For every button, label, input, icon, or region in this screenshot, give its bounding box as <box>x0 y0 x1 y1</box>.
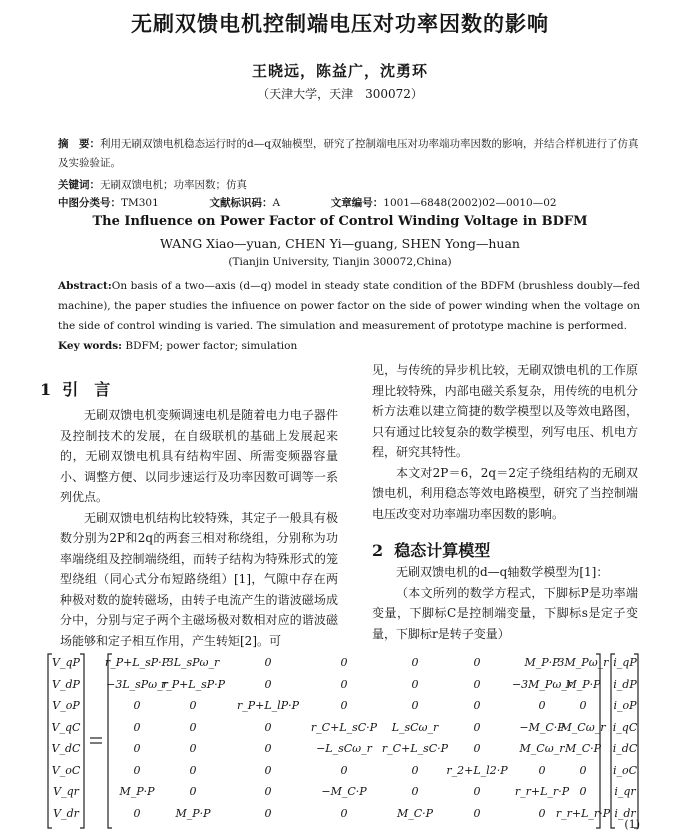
matrix-cell: 3L_sPω_r <box>166 656 220 669</box>
matrix-cell: M_C·P <box>564 742 602 755</box>
section-1-heading <box>40 377 110 400</box>
matrix-cell: 0 <box>264 806 272 820</box>
matrix-cell: M_C·P <box>396 806 434 820</box>
matrix-cell: 0 <box>473 699 481 712</box>
matrix-cell: M_P·P <box>119 785 155 798</box>
lhs-entry: V_qr <box>53 785 79 798</box>
abstract-text: 利用无刷双馈电机稳态运行时的d—q双轴模型，研究了控制端电压对功率端功率因数的影响，并结合样机进行了仿真及实验验证。 <box>58 138 639 169</box>
matrix-cell: 0 <box>473 677 481 691</box>
lhs-entry: V_oC <box>51 763 81 777</box>
matrix-cell: M_P·P <box>565 677 601 691</box>
matrix-cell: 0 <box>340 699 348 712</box>
abstract-label: 摘 要： <box>58 138 100 150</box>
matrix-cell: r_2+L_l2·P <box>446 763 508 777</box>
lhs-entry: V_qC <box>51 720 81 734</box>
classification-line <box>58 194 640 213</box>
matrix-cell: −M_C·P <box>519 720 565 734</box>
keywords-text: 无刷双馈电机；功率因数；仿真 <box>100 179 247 191</box>
right-paragraph-4: （本文所列的数学方程式，下脚标P是功率端变量，下脚标C是控制端变量，下脚标s是定子变量，下脚标r是转子变量） <box>372 585 638 641</box>
right-column-top <box>372 360 638 524</box>
rhs-entry: i_dr <box>614 806 636 820</box>
matrix-cell: 0 <box>264 785 272 798</box>
matrix-equation <box>30 652 640 832</box>
english-keywords <box>58 336 640 356</box>
matrix-cell: 0 <box>473 720 481 734</box>
english-title: The Influence on Power Factor of Control Winding Voltage in BDFM <box>92 214 588 229</box>
matrix-cell: 0 <box>340 763 348 777</box>
matrix-cell: 0 <box>133 699 141 712</box>
matrix-cell: 0 <box>340 677 348 691</box>
doc-code-label: 文献标识码： <box>209 197 273 209</box>
left-column <box>60 405 338 651</box>
section-2-number: 2 <box>372 541 384 560</box>
matrix-cell: M_Cω_r <box>560 720 606 734</box>
rhs-entry: i_qr <box>614 785 636 798</box>
matrix-cell: M_Cω_r <box>519 742 565 755</box>
matrix-cell: 0 <box>538 699 546 712</box>
matrix-cell: 0 <box>133 763 141 777</box>
right-column-bottom <box>372 562 638 644</box>
english-abstract <box>58 276 640 336</box>
left-paragraph-1: 无刷双馈电机变频调速电机是随着电力电子器件及控制技术的发展，在自级联机的基础上发展起来的，无刷双馈电机具有结构牢固、所需变频器容量小、调整方便、以同步速运行及功率因数可调等一系列优点。 <box>60 408 338 504</box>
abstract-block <box>58 135 640 173</box>
matrix-cell: M_P·P <box>175 806 211 820</box>
left-paragraph-2: 无刷双馈电机结构比较特殊，其定子一般具有极数分别为2P和2q的两套三相对称绕组，分别称为功率端绕组及控制端绕组，而转子结构为特殊形式的笼型绕组（同心式分布短路绕组）[1]，气隙中存在两种极对数的旋转磁场，由转子电流产生的谐波磁场成分中，分别与定子两个主磁场极对数相对应的谐波磁场能够和定子相互作用，产生转矩[2]。可 <box>60 510 338 648</box>
section-2-heading <box>372 538 490 561</box>
matrix-cell: 0 <box>264 720 272 734</box>
matrix-cell: −3L_sPω_r <box>106 677 168 691</box>
affiliation: （天津大学，天津 300072） <box>257 87 423 101</box>
matrix-cell: r_P+L_sP·P <box>160 677 226 691</box>
matrix-cell: 0 <box>133 720 141 734</box>
english-abstract-text: On basis of a two—axis (d—q) model in steady state condition of the BDFM (brushless doubly—fed machine), the paper studies the infiuence on power factor on the side of power winding when the voltage on the side of control winding is varied. The simulation and measurement of prototype machine is performed. <box>58 280 640 332</box>
matrix-cell: 0 <box>189 720 197 734</box>
matrix-cell: 0 <box>340 806 348 820</box>
clc-label: 中图分类号： <box>58 197 121 209</box>
keywords-label: 关键词： <box>58 179 100 191</box>
rhs-entry: i_dP <box>613 677 637 691</box>
matrix-cell: 0 <box>411 763 419 777</box>
rhs-entry: i_oC <box>612 763 638 777</box>
matrix-cell: 0 <box>189 742 197 755</box>
matrix-cell: 0 <box>133 806 141 820</box>
matrix-cell: 0 <box>189 699 197 712</box>
matrix-cell: 0 <box>538 806 546 820</box>
matrix-cell: 0 <box>473 656 481 669</box>
lhs-entry: V_dr <box>53 806 79 820</box>
matrix-cell: 0 <box>579 699 587 712</box>
matrix-cell: r_P+L_lP·P <box>237 699 299 712</box>
keywords-line <box>58 176 640 195</box>
matrix-cell: r_r+L_r·P <box>514 785 570 798</box>
matrix-cell: 0 <box>473 806 481 820</box>
matrix-cell: 0 <box>264 763 272 777</box>
rhs-entry: i_oP <box>613 699 637 712</box>
clc-value: TM301 <box>121 197 159 209</box>
matrix-cell: L_sCω_r <box>391 720 439 734</box>
article-no-value: 1001—6848(2002)02—0010—02 <box>383 197 557 209</box>
right-paragraph-1: 见，与传统的异步机比较，无刷双馈电机的工作原理比较特殊，内部电磁关系复杂，用传统的电机分析方法难以建立简捷的数学模型以及等效电路图，只有通过比较复杂的数学模型，列写电压、机电方程，研究其特性。 <box>372 363 638 459</box>
matrix-cell: 0 <box>133 742 141 755</box>
matrix-cell: −3M_Pω_r <box>511 677 573 691</box>
matrix-cell: 0 <box>340 656 348 669</box>
english-authors: WANG Xiao—yuan, CHEN Yi—guang, SHEN Yong—huan <box>160 236 520 251</box>
lhs-entry: V_qP <box>52 656 80 669</box>
matrix-cell: 0 <box>411 785 419 798</box>
english-affiliation: (Tianjin University, Tianjin 300072,China) <box>228 256 452 268</box>
matrix-cell: r_P+L_sP·P <box>104 656 170 669</box>
right-paragraph-2: 本文对2P＝6，2q＝2定子绕组结构的无刷双馈电机，利用稳态等效电路模型，研究了当控制端电压改变对功率端功率因数的影响。 <box>372 465 638 521</box>
lhs-entry: V_oP <box>52 699 80 712</box>
section-1-number: 1 <box>40 380 52 399</box>
matrix-cell: 0 <box>473 785 481 798</box>
matrix-cell: −L_sCω_r <box>316 742 372 755</box>
matrix-cell: 0 <box>189 763 197 777</box>
section-2-title: 稳态计算模型 <box>394 541 491 560</box>
matrix-cell: 0 <box>411 699 419 712</box>
paper-title: 无刷双馈电机控制端电压对功率因数的影响 <box>131 11 549 36</box>
matrix-cell: r_C+L_sC·P <box>381 742 449 755</box>
matrix-cell: 0 <box>538 763 546 777</box>
right-paragraph-3: 无刷双馈电机的d—q轴数学模型为[1]： <box>396 565 609 579</box>
matrix-cell: M_P·P <box>524 656 560 669</box>
matrix-cell: r_r+L_r·P <box>555 806 611 820</box>
english-keywords-text: BDFM; power factor; simulation <box>125 340 298 352</box>
matrix-cell: −M_C·P <box>321 785 367 798</box>
authors: 王晓远，陈益广，沈勇环 <box>251 62 428 80</box>
rhs-entry: i_qP <box>613 656 637 669</box>
rhs-entry: i_dC <box>612 742 638 755</box>
rhs-entry: i_qC <box>612 720 638 734</box>
matrix-cell: 0 <box>264 677 272 691</box>
equation-number: (1) <box>624 818 640 831</box>
matrix-cell: r_C+L_sC·P <box>310 720 378 734</box>
matrix-cell: 0 <box>411 677 419 691</box>
doc-code-value: A <box>272 197 281 209</box>
lhs-entry: V_dP <box>52 677 80 691</box>
matrix-cell: 0 <box>579 763 587 777</box>
matrix-cell: 3M_Pω_r <box>557 656 609 669</box>
section-1-title: 引 言 <box>62 380 111 399</box>
english-abstract-label: Abstract: <box>58 280 112 292</box>
english-keywords-label: Key words: <box>58 340 123 352</box>
article-no-label: 文章编号： <box>330 197 384 209</box>
matrix-cell: 0 <box>579 785 587 798</box>
matrix-cell: 0 <box>473 742 481 755</box>
matrix-cell: 0 <box>189 785 197 798</box>
matrix-cell: 0 <box>264 656 272 669</box>
matrix-cell: 0 <box>411 656 419 669</box>
matrix-cell: 0 <box>264 742 272 755</box>
lhs-entry: V_dC <box>51 742 81 755</box>
